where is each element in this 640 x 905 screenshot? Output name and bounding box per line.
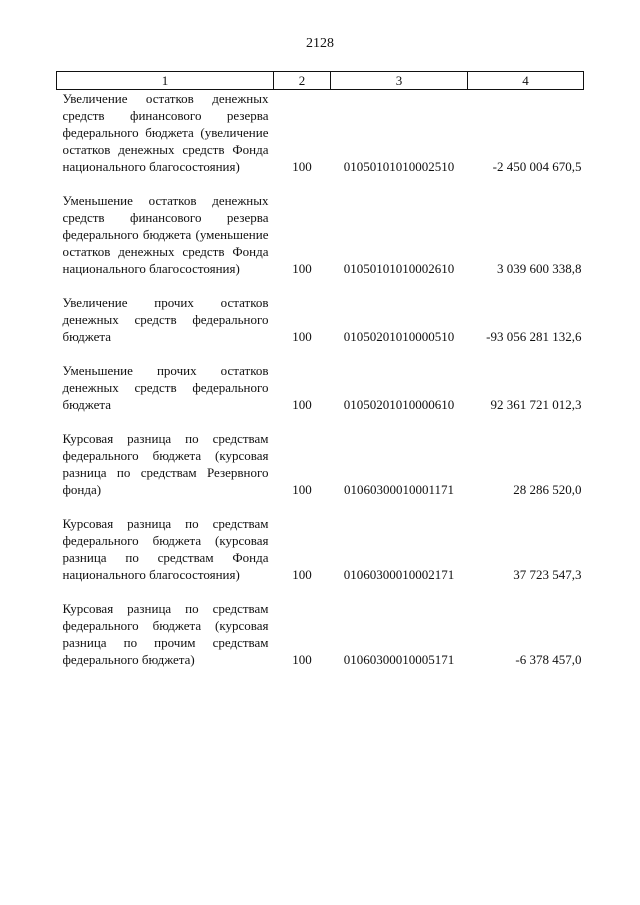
- header-col-4: 4: [468, 72, 584, 90]
- row-description: Увеличение прочих остатков денежных средств федерального бюджета: [62, 295, 269, 344]
- table-row: [57, 430, 584, 498]
- header-row: [57, 72, 584, 90]
- header-col-2: 2: [274, 72, 331, 90]
- row-code: 01060300010001171: [343, 482, 455, 497]
- table-row: [57, 600, 584, 668]
- row-code: 01060300010002171: [343, 567, 455, 582]
- row-code: 01050101010002610: [343, 261, 455, 276]
- row-description: Уменьшение остатков денежных средств финансового резерва федерального бюджета (уменьшение остатков денежных средств Фонда национального благосостояния): [62, 193, 269, 276]
- row-spacer: [57, 498, 584, 515]
- row-amount: -2 450 004 670,5: [492, 159, 582, 174]
- row-description: Курсовая разница по средствам федерального бюджета (курсовая разница по средствам Фонда национального благосостояния): [62, 516, 269, 582]
- budget-table: [56, 71, 584, 668]
- table-row: [57, 90, 584, 176]
- row-description: Уменьшение прочих остатков денежных средств федерального бюджета: [62, 363, 269, 412]
- table-header: [57, 72, 584, 90]
- row-col2: 100: [292, 652, 312, 667]
- row-amount: -93 056 281 132,6: [486, 329, 582, 344]
- row-col2: 100: [292, 482, 312, 497]
- row-col2: 100: [292, 329, 312, 344]
- row-description: Курсовая разница по средствам федерального бюджета (курсовая разница по прочим средствам федерального бюджета): [62, 601, 269, 667]
- row-code: 01060300010005171: [343, 652, 455, 667]
- row-spacer: [57, 345, 584, 362]
- row-spacer: [57, 277, 584, 294]
- row-col2: 100: [292, 567, 312, 582]
- row-code: 01050201010000510: [343, 329, 455, 344]
- row-spacer: [57, 413, 584, 430]
- table-row: [57, 192, 584, 277]
- page-number: 2128: [306, 36, 334, 51]
- table-row: [57, 362, 584, 413]
- header-col-1: 1: [57, 72, 274, 90]
- row-spacer: [57, 583, 584, 600]
- row-col2: 100: [292, 159, 312, 174]
- table-row: [57, 515, 584, 583]
- row-amount: 92 361 721 012,3: [490, 397, 582, 412]
- row-description: Курсовая разница по средствам федерального бюджета (курсовая разница по средствам Резервного фонда): [62, 431, 269, 497]
- row-col2: 100: [292, 261, 312, 276]
- table-body: [57, 90, 584, 669]
- row-code: 01050201010000610: [343, 397, 455, 412]
- row-spacer: [57, 175, 584, 192]
- row-amount: 28 286 520,0: [513, 482, 582, 497]
- row-amount: 37 723 547,3: [513, 567, 582, 582]
- row-amount: 3 039 600 338,8: [497, 261, 582, 276]
- row-amount: -6 378 457,0: [515, 652, 582, 667]
- row-code: 01050101010002510: [343, 159, 455, 174]
- table-row: [57, 294, 584, 345]
- header-col-3: 3: [331, 72, 468, 90]
- row-col2: 100: [292, 397, 312, 412]
- row-description: Увеличение остатков денежных средств финансового резерва федерального бюджета (увеличение остатков денежных средств Фонда национального благосостояния): [62, 91, 269, 174]
